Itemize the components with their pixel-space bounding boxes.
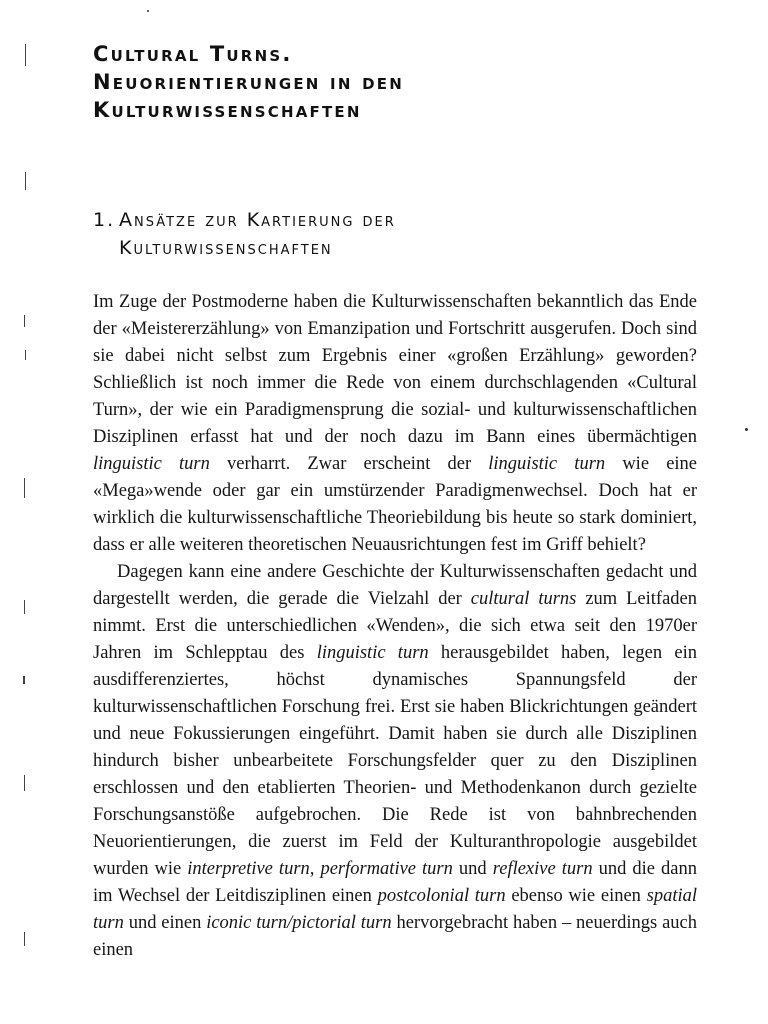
italic-term: interpretive turn, performative turn [187,859,453,879]
margin-mark [23,676,25,684]
body-text [93,289,697,964]
italic-term: linguistic turn [488,454,606,474]
chapter-title-line-3: Kulturwissenschaften [93,98,362,122]
chapter-title-line-1: Cultural Turns. [93,42,293,66]
text-run: verharrt. Zwar erscheint der [209,454,489,474]
margin-mark [25,350,26,360]
speck [147,10,149,12]
chapter-title [93,40,693,124]
section-title-line-1: Ansätze zur Kartierung der [119,209,396,231]
section-number: 1. [93,209,116,231]
text-run: Im Zuge der Postmoderne haben die Kulturwissenschaften bekanntlich das Ende der «Meistererzählung» von Emanzipation und Fortschritt ausgerufen. Doch sind sie dabei nicht selbst zum Ergebnis einer «großen Erzählung» geworden? Schließlich ist noch immer die Rede von einem durchschlagenden «Cultural Turn», der wie ein Paradigmensprung die sozial- und kulturwissenschaftlichen Disziplinen erfasst hat und der noch dazu im Bann eines übermächtigen [93,292,697,447]
text-run: ebenso wie einen [505,886,647,906]
chapter-title-line-2: Neuorientierungen in den [93,70,404,94]
margin-mark [24,478,25,498]
italic-term: iconic turn/pictorial turn [206,913,392,933]
speck [745,428,748,431]
text-run: und einen [123,913,207,933]
text-run: und [452,859,493,879]
margin-mark [25,172,26,190]
text-run: und die dann im Wechsel der Leitdisziplinen einen [93,859,698,906]
text-run: Dagegen kann eine andere Geschichte der Kulturwissenschaften gedacht und dargestellt werden, die gerade die Vielzahl der [93,562,697,609]
italic-term: cultural turns [470,589,577,609]
margin-mark [25,44,26,66]
text-run: herausgebildet haben, legen ein ausdifferenziertes, höchst dynamisches Spannungsfeld der kulturwissenschaftlichen Forschung frei. Erst sie haben Blickrichtungen geändert und neue Fokussierungen eingeführt. Damit haben sie durch alle Disziplinen hindurch bisher unbearbeitete Forschungsfelder quer zu den Disziplinen erschlossen und den etablierten Theorien- und Methodenkanon durch gezielte Forschungsanstöße aufgebrochen. Die Rede ist von bahnbrechenden Neuorientierungen, die zuerst im Feld der Kulturanthropologie ausgebildet wurden wie [93,643,697,879]
text-run: zum Leitfaden nimmt. Erst die unterschiedlichen «Wenden», die sich etwa seit den 1970er Jahren im Schlepptau des [93,589,698,663]
italic-term: spatial turn [93,886,697,933]
text-run: hervorgebracht haben – neuerdings auch einen [93,913,697,960]
italic-term: reflexive turn [492,859,593,879]
section-heading [93,206,693,262]
italic-term: postcolonial turn [377,886,506,906]
italic-term: linguistic turn [316,643,429,663]
paragraph [93,559,697,964]
paragraph [93,289,697,559]
section-title-line-2: Kulturwissenschaften [119,237,333,259]
margin-mark [24,775,25,791]
margin-mark [24,600,25,614]
margin-mark [24,932,25,946]
margin-mark [24,315,25,327]
italic-term: linguistic turn [93,454,210,474]
text-run: wie eine «Mega»wende oder gar ein umstürzender Paradigmenwechsel. Doch hat er wirklich die kulturwissenschaftliche Theoriebildung bis heute so stark dominiert, dass er alle weiteren theoretischen Neuausrichtungen fest im Griff behielt? [93,454,698,555]
